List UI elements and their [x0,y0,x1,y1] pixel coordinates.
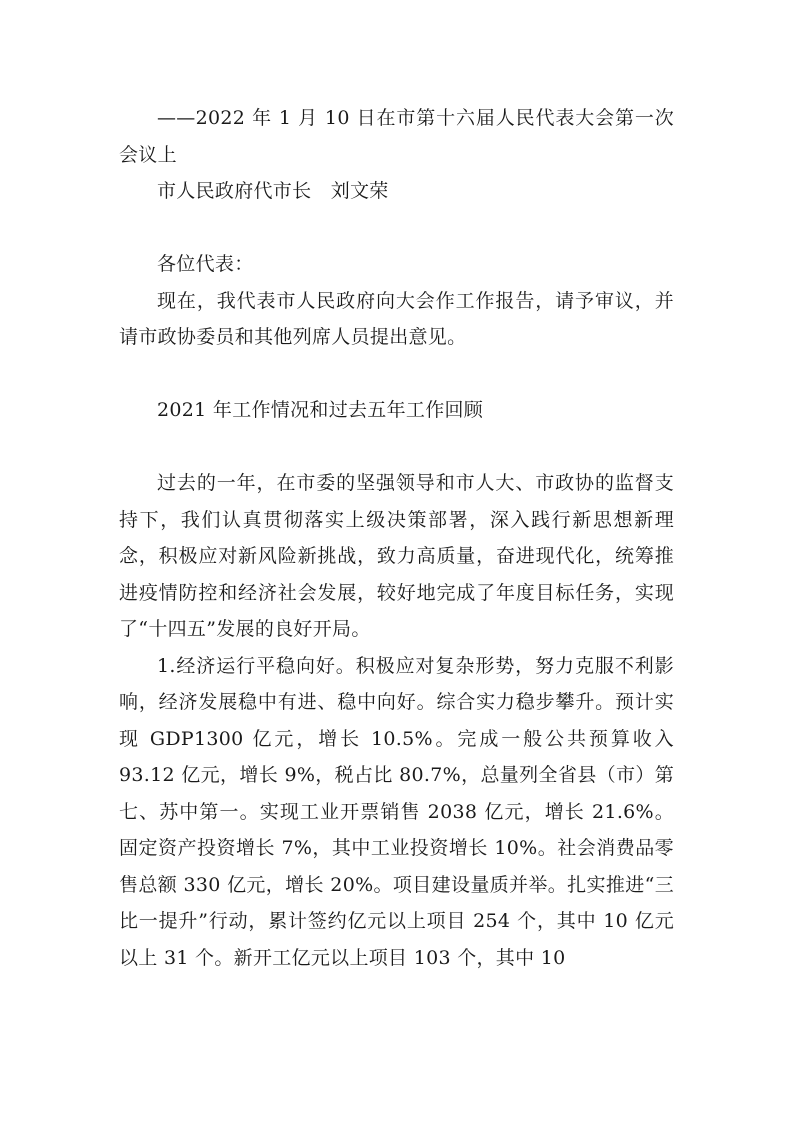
author-line: 市人民政府代市长 刘文荣 [157,180,389,202]
document-body [119,100,674,976]
blank-line [119,429,674,466]
intro-paragraph: 现在，我代表市人民政府向大会作工作报告，请予审议，并请市政协委员和其他列席人员提出意见。 [119,289,674,348]
report-subtitle: ——2022 年 1 月 10 日在市第十六届人民代表大会第一次会议上 [119,107,674,166]
body-paragraph: 1.经济运行平稳向好。积极应对复杂形势，努力克服不利影响，经济发展稳中有进、稳中向好。综合实力稳步攀升。预计实现 GDP1300 亿元，增长 10.5%。完成一般公共预算收入 93.12 亿元，增长 9%，税占比 80.7%，总量列全省县（市）第七、苏中第一。实现工业开票销售 2038 亿元，增长 21.6%。固定资产投资增长 7%，其中工业投资增长 10%。社会消费品零售总额 330 亿元，增长 20%。项目建设量质并举。扎实推进“三比一提升”行动，累计签约亿元以上项目 254 个，其中 10 亿元以上 31 个。新开工亿元以上项目 103 个，其中 10 [119,654,674,969]
blank-line [119,356,674,393]
salutation: 各位代表： [157,253,254,275]
body-paragraph: 过去的一年，在市委的坚强领导和市人大、市政协的监督支持下，我们认真贯彻落实上级决策部署，深入践行新思想新理念，积极应对新风险新挑战，致力高质量，奋进现代化，统筹推进疫情防控和经济社会发展，较好地完成了年度目标任务，实现了“十四五”发展的良好开局。 [119,472,674,640]
section-heading: 2021 年工作情况和过去五年工作回顾 [157,399,484,421]
blank-line [119,210,674,247]
